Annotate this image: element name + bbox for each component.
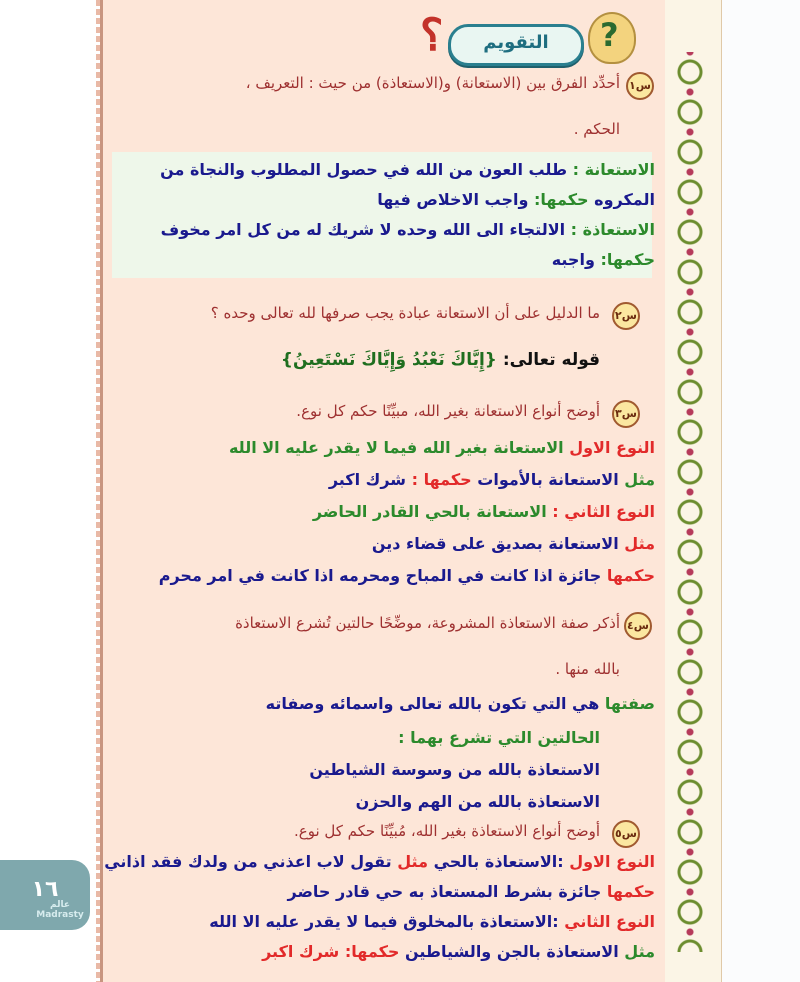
answer-4-line-3: الاستعاذة بالله من وسوسة الشياطين [309,760,600,779]
question-mark-icon: ؟ [420,10,444,61]
answer-3-line-3: النوع الثاني : الاستعانة بالحي القادر الحاضر [312,502,655,521]
answer-4-line-1: صفتها هي التي تكون بالله تعالى واسمائه وصفاته [265,694,655,713]
question-1-text-cont: الحكم . [573,120,620,138]
floral-border-ornament [670,52,710,952]
question-4-text: أذكر صفة الاستعاذة المشروعة، موضِّحًا حالتين تُشرع الاستعاذة [235,614,620,632]
question-number-1: س١ [626,72,654,100]
question-4-text-cont: بالله منها . [555,660,620,678]
answer-1-line-2: المكروه حكمها: واجب الاخلاص فيها [377,190,655,209]
section-title: التقويم [483,32,549,53]
question-1-text: أحدِّد الفرق بين (الاستعانة) و(الاستعاذة) من حيث : التعريف ، [245,74,620,92]
page-number: ١٦ [31,877,59,902]
page-number-tab [0,860,90,930]
page-margin-right [721,0,800,982]
answer-5-line-1: النوع الاول :الاستعاذة بالحي مثل تقول لاب اعذني من ولدك فقد اذاني [104,852,655,871]
question-scroll-icon: ? [588,12,636,64]
answer-5-line-4: مثل الاستعاذة بالجن والشياطين حكمها: شرك اكبر [262,942,655,961]
answer-3-line-2: مثل الاستعانة بالأموات حكمها : شرك اكبر [328,470,655,489]
question-3-text: أوضح أنواع الاستعانة بغير الله، مبيِّنًا حكم كل نوع. [296,402,600,420]
question-number-2: س٢ [612,302,640,330]
answer-1-line-1: الاستعانة : طلب العون من الله في حصول المطلوب والنجاة من [160,160,655,179]
question-number-3: س٣ [612,400,640,428]
answer-5-line-3: النوع الثاني :الاستعاذة بالمخلوق فيما لا يقدر عليه الا الله [209,912,655,931]
answer-5-line-2: حكمها جائزة بشرط المستعاذ به حي قادر حاضر [287,882,655,901]
question-number-5: س٥ [612,820,640,848]
answer-2: قوله تعالى: {إِيَّاكَ نَعْبُدُ وَإِيَّاكَ نَسْتَعِينُ} [280,350,600,370]
title-badge [448,24,584,66]
answer-3-line-1: النوع الاول الاستعانة بغير الله فيما لا يقدر عليه الا الله [228,438,655,457]
answer-3-line-5: حكمها جائزة اذا كانت في المباح ومحرمه اذا كانت في امر محرم [158,566,655,585]
answer-4-line-2: الحالتين التي تشرع بهما : [398,728,600,747]
question-5-text: أوضح أنواع الاستعاذة بغير الله، مُبيِّنًا حكم كل نوع. [293,822,600,840]
answer-4-line-4: الاستعاذة بالله من الهم والحزن [355,792,600,811]
answer-3-line-4: مثل الاستعانة بصديق على قضاء دين [371,534,655,553]
question-2-text: ما الدليل على أن الاستعانة عبادة يجب صرفها لله تعالى وحده ؟ [210,304,600,322]
answer-1-line-3: الاستعاذة : الالتجاء الى الله وحده لا شريك له من كل امر مخوف [160,220,655,239]
watermark: عالم Madrasty [36,900,84,920]
section-header [108,10,656,66]
question-number-4: س٤ [624,612,652,640]
answer-1-line-4: حكمها: واجبه [551,250,655,269]
